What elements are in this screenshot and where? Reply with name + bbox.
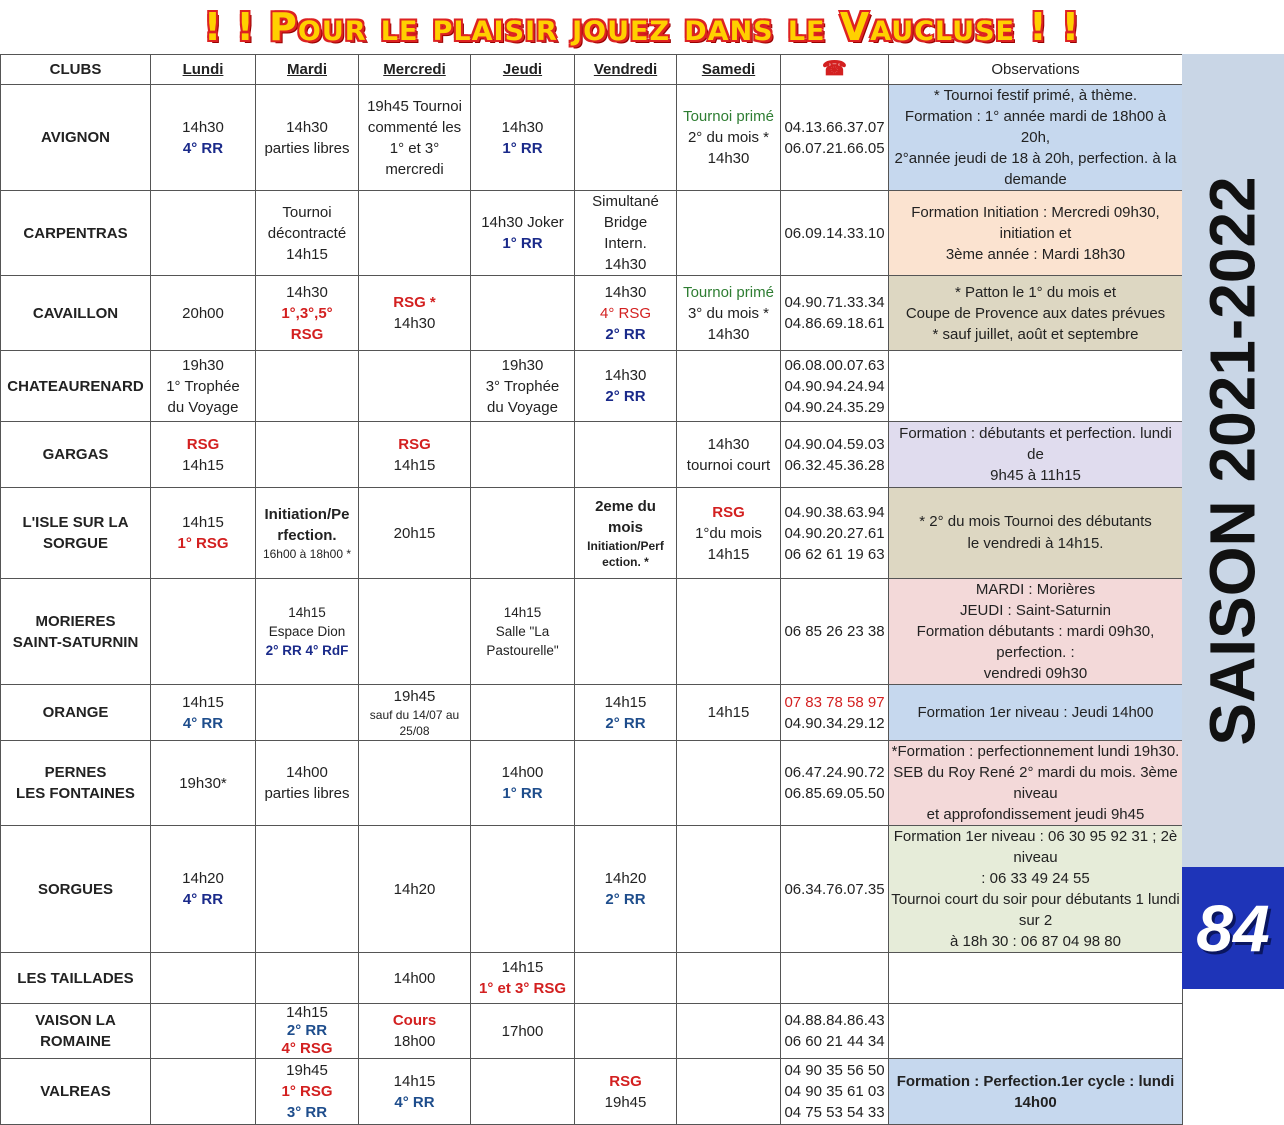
- cell-samedi: 14h30 tournoi court: [677, 422, 781, 488]
- cell-jeudi: [471, 1059, 575, 1125]
- cell-mercredi: RSG 14h15: [359, 422, 471, 488]
- cell-mardi: 14h15 Espace Dion 2° RR 4° RdF: [256, 579, 359, 685]
- cell-phone: 04.88.84.86.43 06 60 21 44 34: [781, 1004, 889, 1059]
- cell-jeudi: 14h15 1° et 3° RSG: [471, 953, 575, 1004]
- cell-lundi: 14h20 4° RR: [151, 826, 256, 953]
- club-name: VALREAS: [1, 1059, 151, 1125]
- cell-samedi: [677, 953, 781, 1004]
- cell-jeudi: [471, 276, 575, 351]
- cell-mardi: [256, 826, 359, 953]
- cell-phone: 04.90.71.33.34 04.86.69.18.61: [781, 276, 889, 351]
- table-row-lisle-sur-la-sorgue: [1, 488, 1183, 579]
- cell-observations: Formation 1er niveau : Jeudi 14h00: [889, 685, 1183, 741]
- cell-vendredi: Simultané Bridge Intern. 14h30: [575, 191, 677, 276]
- club-name: MORIERES SAINT-SATURNIN: [1, 579, 151, 685]
- table-row-avignon: [1, 85, 1183, 191]
- cell-mercredi: 20h15: [359, 488, 471, 579]
- cell-vendredi: 14h30 2° RR: [575, 351, 677, 422]
- header-vendredi: Vendredi: [575, 55, 677, 85]
- cell-jeudi: 19h30 3° Trophée du Voyage: [471, 351, 575, 422]
- cell-observations: Formation 1er niveau : 06 30 95 92 31 ; 2è niveau : 06 33 49 24 55 Tournoi court du soir pour débutants 1 lundi sur 2 à 18h 30 : 06 87 04 98 80: [889, 826, 1183, 953]
- cell-samedi: [677, 826, 781, 953]
- cell-lundi: RSG 14h15: [151, 422, 256, 488]
- cell-observations: Formation Initiation : Mercredi 09h30, initiation et 3ème année : Mardi 18h30: [889, 191, 1183, 276]
- cell-vendredi: [575, 422, 677, 488]
- cell-samedi: 14h15: [677, 685, 781, 741]
- cell-observations: Formation : débutants et perfection. lundi de 9h45 à 11h15: [889, 422, 1183, 488]
- cell-vendredi: 14h15 2° RR: [575, 685, 677, 741]
- cell-vendredi: 14h30 4° RSG 2° RR: [575, 276, 677, 351]
- cell-jeudi: [471, 826, 575, 953]
- cell-vendredi: RSG 19h45: [575, 1059, 677, 1125]
- club-name: LES TAILLADES: [1, 953, 151, 1004]
- table-row-morieres-saint-saturnin: [1, 579, 1183, 685]
- phone-icon: ☎: [822, 57, 847, 80]
- cell-jeudi: 14h00 1° RR: [471, 741, 575, 826]
- department-badge: 84: [1182, 867, 1284, 989]
- cell-mardi: 14h15 2° RR 4° RSG: [256, 1004, 359, 1059]
- cell-mercredi: 19h45 sauf du 14/07 au 25/08: [359, 685, 471, 741]
- cell-lundi: [151, 953, 256, 1004]
- cell-jeudi: 14h30 1° RR: [471, 85, 575, 191]
- cell-jeudi: 17h00: [471, 1004, 575, 1059]
- cell-vendredi: [575, 1004, 677, 1059]
- cell-mercredi: [359, 741, 471, 826]
- cell-observations: Formation : Perfection.1er cycle : lundi 14h00: [889, 1059, 1183, 1125]
- cell-phone: 04.90.38.63.94 04.90.20.27.61 06 62 61 19 63: [781, 488, 889, 579]
- cell-samedi: RSG 1°du mois 14h15: [677, 488, 781, 579]
- cell-mercredi: [359, 351, 471, 422]
- cell-mardi: Initiation/Pe rfection. 16h00 à 18h00 *: [256, 488, 359, 579]
- cell-observations: * Tournoi festif primé, à thème. Formation : 1° année mardi de 18h00 à 20h, 2°année jeudi de 18 à 20h, perfection. à la demande: [889, 85, 1183, 191]
- table-row-valreas: [1, 1059, 1183, 1125]
- cell-vendredi: [575, 579, 677, 685]
- cell-mardi: [256, 422, 359, 488]
- cell-phone: 06.47.24.90.72 06.85.69.05.50: [781, 741, 889, 826]
- schedule-table: [0, 54, 1183, 1125]
- cell-lundi: 14h15 4° RR: [151, 685, 256, 741]
- cell-phone: 07 83 78 58 97 04.90.34.29.12: [781, 685, 889, 741]
- cell-samedi: [677, 1004, 781, 1059]
- cell-observations: [889, 1004, 1183, 1059]
- season-label: SAISON 2021-2022: [1197, 175, 1269, 746]
- header-jeudi: Jeudi: [471, 55, 575, 85]
- cell-mardi: 14h30 parties libres: [256, 85, 359, 191]
- cell-mercredi: RSG * 14h30: [359, 276, 471, 351]
- cell-phone: 06.09.14.33.10: [781, 191, 889, 276]
- cell-mercredi: [359, 579, 471, 685]
- cell-samedi: [677, 741, 781, 826]
- cell-lundi: [151, 191, 256, 276]
- season-banner: [1182, 54, 1284, 867]
- cell-phone: 06.34.76.07.35: [781, 826, 889, 953]
- club-name: CAVAILLON: [1, 276, 151, 351]
- cell-jeudi: [471, 422, 575, 488]
- cell-samedi: [677, 579, 781, 685]
- cell-mardi: 14h00 parties libres: [256, 741, 359, 826]
- cell-observations: * 2° du mois Tournoi des débutants le vendredi à 14h15.: [889, 488, 1183, 579]
- cell-observations: * Patton le 1° du mois et Coupe de Provence aux dates prévues * sauf juillet, août et septembre: [889, 276, 1183, 351]
- cell-phone: 04.90.04.59.03 06.32.45.36.28: [781, 422, 889, 488]
- cell-mercredi: 19h45 Tournoi commenté les 1° et 3° mercredi: [359, 85, 471, 191]
- table-row-carpentras: [1, 191, 1183, 276]
- cell-vendredi: 14h20 2° RR: [575, 826, 677, 953]
- club-name: VAISON LA ROMAINE: [1, 1004, 151, 1059]
- table-row-cavaillon: [1, 276, 1183, 351]
- header-row: [1, 55, 1183, 85]
- club-name: GARGAS: [1, 422, 151, 488]
- club-name: AVIGNON: [1, 85, 151, 191]
- cell-mardi: 14h30 1°,3°,5° RSG: [256, 276, 359, 351]
- cell-lundi: 20h00: [151, 276, 256, 351]
- club-name: ORANGE: [1, 685, 151, 741]
- header-mardi: Mardi: [256, 55, 359, 85]
- header-samedi: Samedi: [677, 55, 781, 85]
- club-name: CARPENTRAS: [1, 191, 151, 276]
- cell-mardi: [256, 953, 359, 1004]
- cell-lundi: [151, 1059, 256, 1125]
- table-row-les-taillades: [1, 953, 1183, 1004]
- cell-samedi: Tournoi primé 3° du mois * 14h30: [677, 276, 781, 351]
- cell-jeudi: [471, 488, 575, 579]
- cell-mercredi: 14h20: [359, 826, 471, 953]
- cell-observations: *Formation : perfectionnement lundi 19h30. SEB du Roy René 2° mardi du mois. 3ème niveau et approfondissement jeudi 9h45: [889, 741, 1183, 826]
- table-row-sorgues: [1, 826, 1183, 953]
- club-name: PERNES LES FONTAINES: [1, 741, 151, 826]
- cell-samedi: [677, 1059, 781, 1125]
- table-row-orange: [1, 685, 1183, 741]
- cell-lundi: [151, 579, 256, 685]
- cell-lundi: 14h30 4° RR: [151, 85, 256, 191]
- cell-samedi: [677, 351, 781, 422]
- cell-lundi: 14h15 1° RSG: [151, 488, 256, 579]
- club-name: SORGUES: [1, 826, 151, 953]
- cell-phone: 04 90 35 56 50 04 90 35 61 03 04 75 53 54 33: [781, 1059, 889, 1125]
- club-name: L'ISLE SUR LA SORGUE: [1, 488, 151, 579]
- table-row-chateaurenard: [1, 351, 1183, 422]
- cell-phone: 06.08.00.07.63 04.90.94.24.94 04.90.24.35.29: [781, 351, 889, 422]
- cell-jeudi: 14h15 Salle "La Pastourelle": [471, 579, 575, 685]
- header-phone: [781, 55, 889, 85]
- cell-phone: 06 85 26 23 38: [781, 579, 889, 685]
- table-row-vaison-la-romaine: [1, 1004, 1183, 1059]
- header-mercredi: Mercredi: [359, 55, 471, 85]
- cell-phone: [781, 953, 889, 1004]
- cell-mercredi: Cours 18h00: [359, 1004, 471, 1059]
- header-lundi: Lundi: [151, 55, 256, 85]
- club-name: CHATEAURENARD: [1, 351, 151, 422]
- table-row-gargas: [1, 422, 1183, 488]
- cell-jeudi: [471, 685, 575, 741]
- cell-vendredi: 2eme du mois Initiation/Perf ection. *: [575, 488, 677, 579]
- cell-mercredi: [359, 191, 471, 276]
- cell-jeudi: 14h30 Joker 1° RR: [471, 191, 575, 276]
- table-row-pernes-les-fontaines: [1, 741, 1183, 826]
- cell-lundi: 19h30*: [151, 741, 256, 826]
- cell-mercredi: 14h00: [359, 953, 471, 1004]
- cell-vendredi: [575, 741, 677, 826]
- cell-lundi: [151, 1004, 256, 1059]
- header-clubs: CLUBS: [1, 55, 151, 85]
- header-observations: Observations: [889, 55, 1183, 85]
- cell-samedi: [677, 191, 781, 276]
- cell-mardi: [256, 351, 359, 422]
- cell-observations: [889, 953, 1183, 1004]
- cell-phone: 04.13.66.37.07 06.07.21.66.05: [781, 85, 889, 191]
- cell-observations: MARDI : Morières JEUDI : Saint-Saturnin Formation débutants : mardi 09h30, perfection. : vendredi 09h30: [889, 579, 1183, 685]
- cell-vendredi: [575, 953, 677, 1004]
- cell-mardi: Tournoi décontracté 14h15: [256, 191, 359, 276]
- cell-observations: [889, 351, 1183, 422]
- cell-vendredi: [575, 85, 677, 191]
- cell-mardi: [256, 685, 359, 741]
- cell-mercredi: 14h15 4° RR: [359, 1059, 471, 1125]
- cell-lundi: 19h30 1° Trophée du Voyage: [151, 351, 256, 422]
- page-title: ! ! Pour le plaisir jouez dans le Vaucluse ! !: [203, 5, 1081, 49]
- cell-samedi: Tournoi primé 2° du mois * 14h30: [677, 85, 781, 191]
- cell-mardi: 19h45 1° RSG 3° RR: [256, 1059, 359, 1125]
